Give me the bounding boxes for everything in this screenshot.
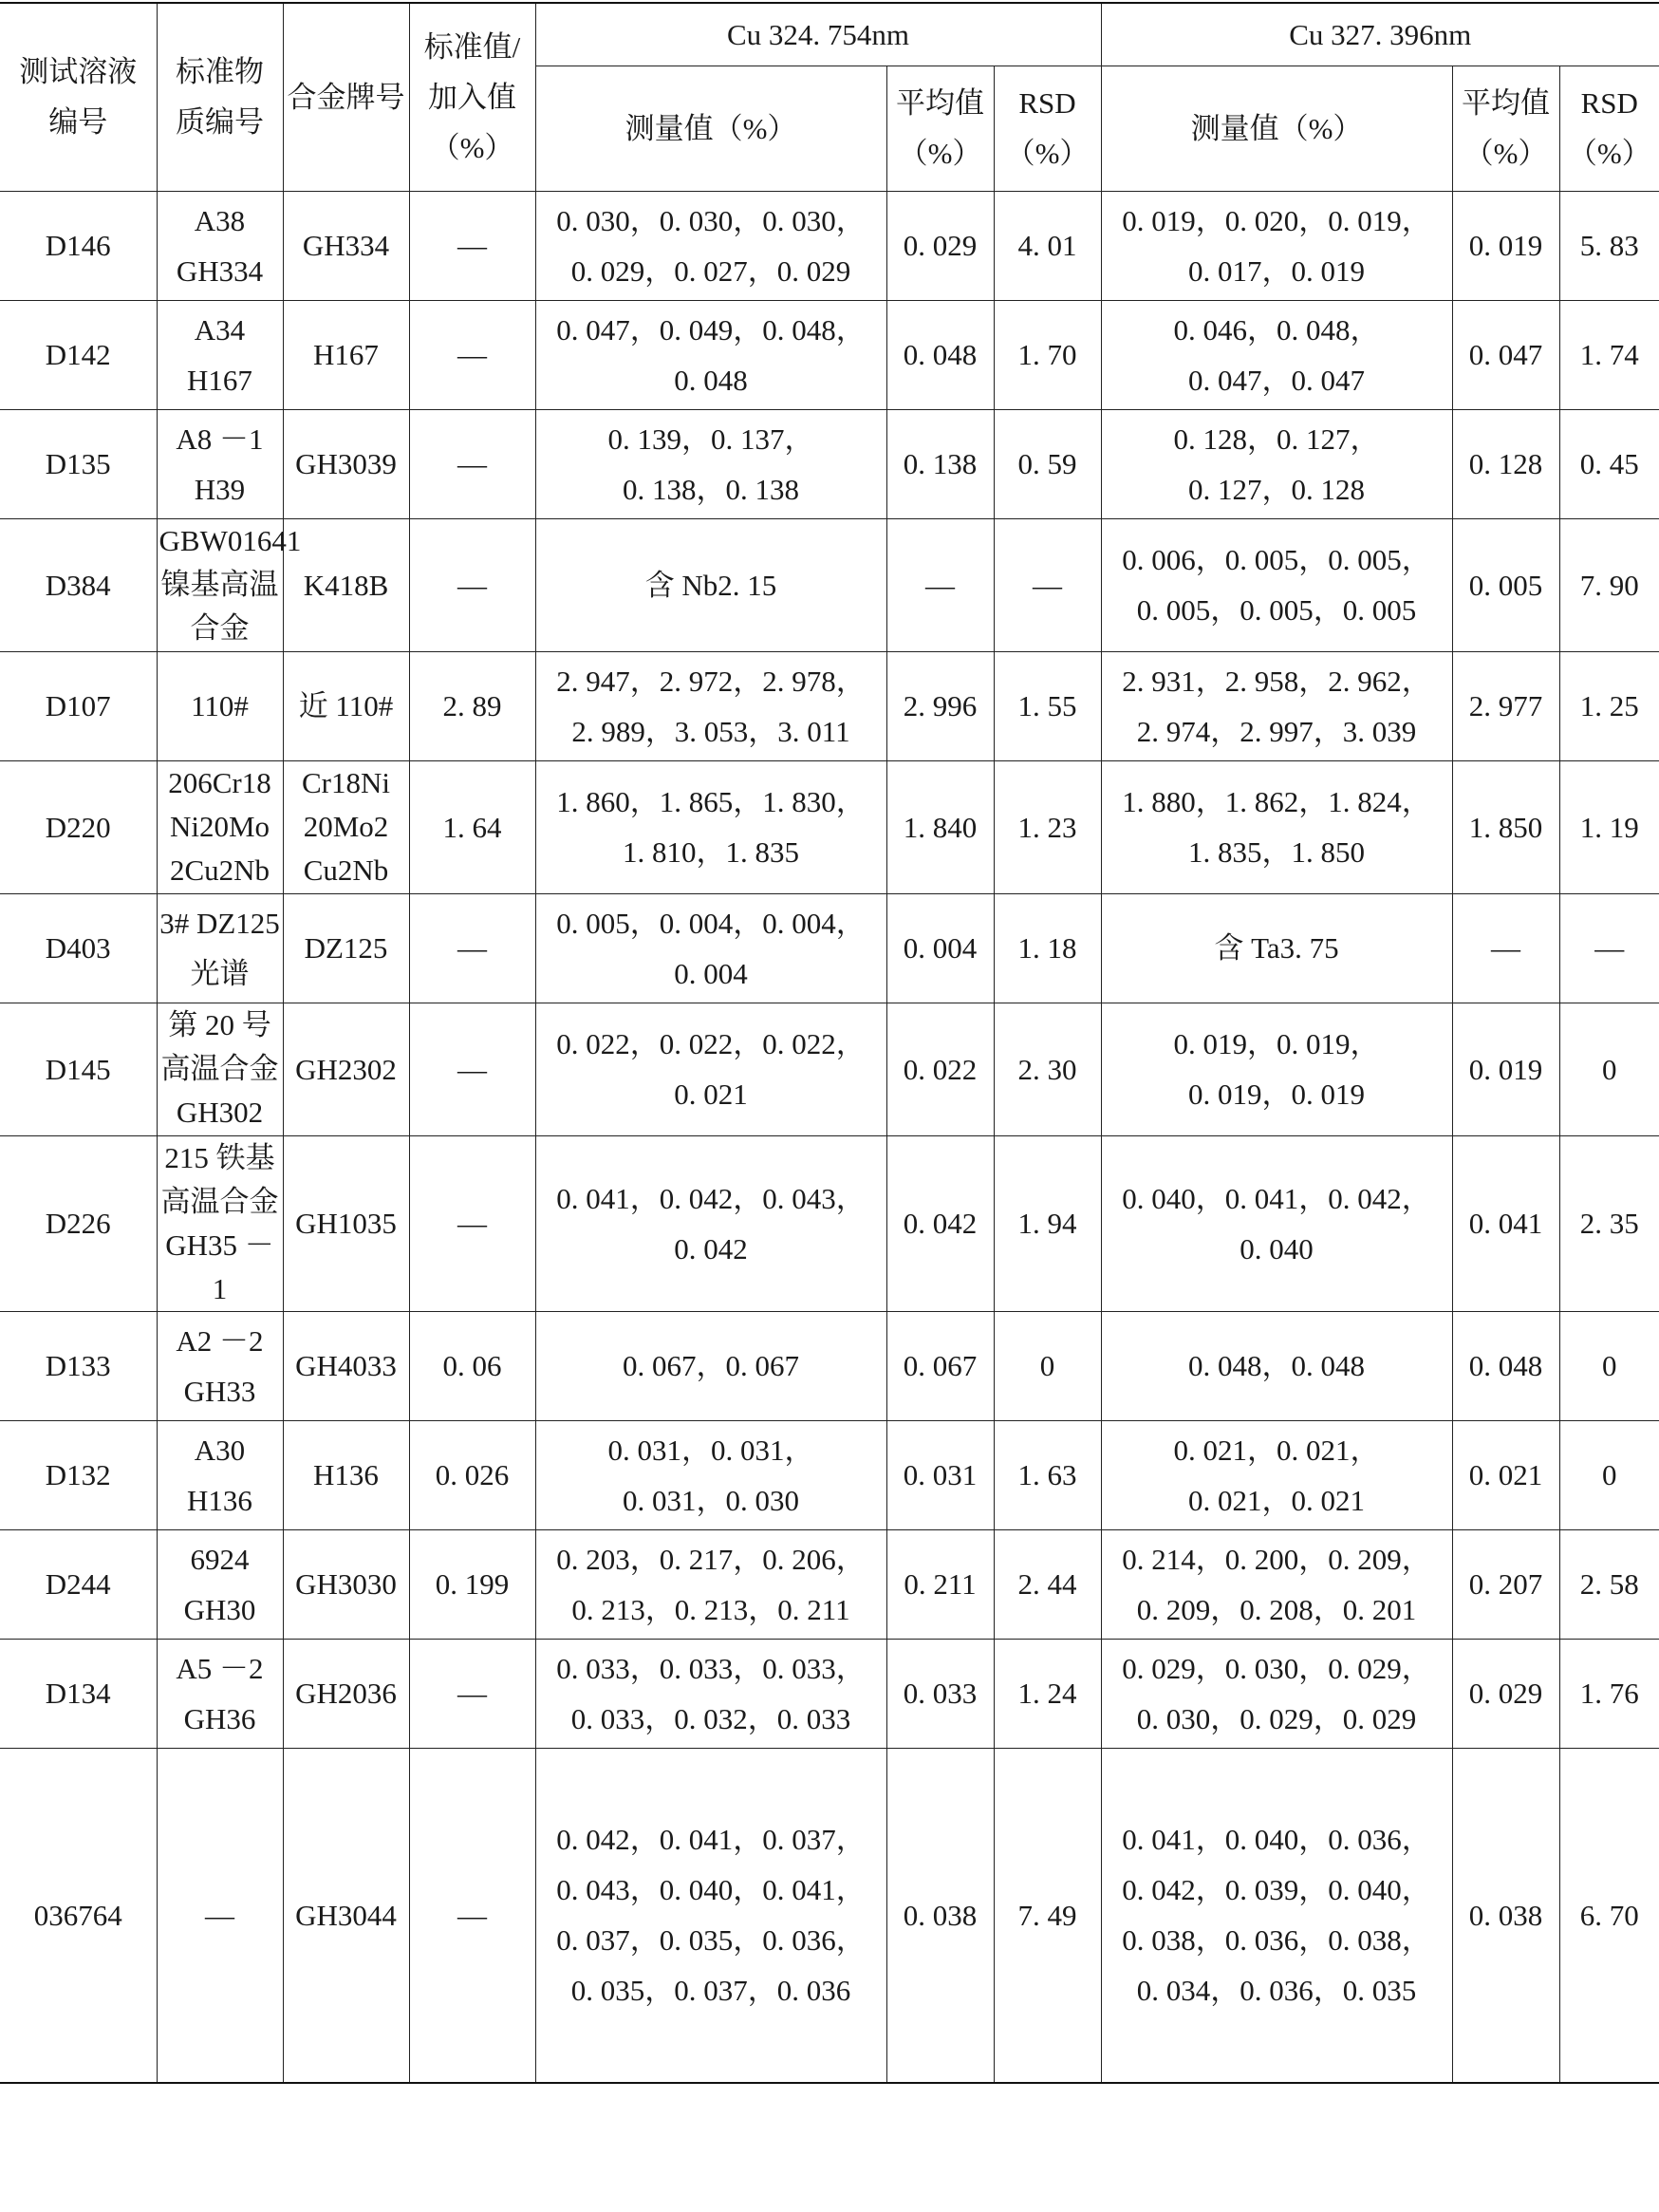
cell-average-1: 0. 029 — [886, 191, 994, 300]
table-row — [0, 1748, 1659, 2083]
cell-average-1: 0. 031 — [886, 1420, 994, 1529]
table-row — [0, 893, 1659, 1003]
header-measured-1: 测量值（%） — [535, 66, 886, 191]
cell-rsd-2: 1. 74 — [1559, 300, 1659, 409]
cell-ref: A34 H167 — [157, 300, 283, 409]
cell-average-1: 0. 033 — [886, 1639, 994, 1748]
cell-rsd-2: 6. 70 — [1559, 1748, 1659, 2083]
cell-average-2: — — [1452, 893, 1559, 1003]
cell-rsd-1: 0. 59 — [994, 409, 1101, 518]
cell-ref: A38 GH334 — [157, 191, 283, 300]
cell-rsd-1: 1. 70 — [994, 300, 1101, 409]
cell-measured-1: 0. 030，0. 030，0. 030， 0. 029，0. 027，0. 029 — [535, 191, 886, 300]
cell-rsd-2: 0 — [1559, 1003, 1659, 1135]
cell-id: D135 — [0, 409, 157, 518]
cell-measured-2: 0. 046，0. 048， 0. 047，0. 047 — [1101, 300, 1452, 409]
cell-std: — — [409, 191, 535, 300]
cell-ref: A5 －2 GH36 — [157, 1639, 283, 1748]
cell-measured-1: 1. 860，1. 865，1. 830， 1. 810，1. 835 — [535, 760, 886, 893]
cell-rsd-1: 1. 55 — [994, 651, 1101, 760]
cell-measured-2: 0. 006，0. 005，0. 005， 0. 005，0. 005，0. 005 — [1101, 518, 1452, 651]
cell-std: — — [409, 1639, 535, 1748]
cell-rsd-2: 0. 45 — [1559, 409, 1659, 518]
cell-ref: 110# — [157, 651, 283, 760]
cell-id: 036764 — [0, 1748, 157, 2083]
cell-measured-1: 含 Nb2. 15 — [535, 518, 886, 651]
cell-alloy: H167 — [283, 300, 409, 409]
cell-alloy: GH3030 — [283, 1529, 409, 1639]
cell-std: 2. 89 — [409, 651, 535, 760]
cell-measured-1: 0. 041，0. 042，0. 043， 0. 042 — [535, 1135, 886, 1311]
header-standard-added-value: 标准值/ 加入值 （%） — [409, 3, 535, 191]
cell-alloy: K418B — [283, 518, 409, 651]
cell-std: — — [409, 1135, 535, 1311]
cell-average-1: 0. 022 — [886, 1003, 994, 1135]
cell-measured-1: 2. 947，2. 972，2. 978， 2. 989，3. 053，3. 011 — [535, 651, 886, 760]
table-row — [0, 1639, 1659, 1748]
cell-rsd-2: 7. 90 — [1559, 518, 1659, 651]
cell-ref: — — [157, 1748, 283, 2083]
cell-rsd-2: 1. 76 — [1559, 1639, 1659, 1748]
header-reference-material-no: 标准物 质编号 — [157, 3, 283, 191]
cell-id: D107 — [0, 651, 157, 760]
cell-measured-2: 0. 048，0. 048 — [1101, 1311, 1452, 1420]
cell-rsd-1: 1. 63 — [994, 1420, 1101, 1529]
header-average-2: 平均值 （%） — [1452, 66, 1559, 191]
cell-measured-2: 2. 931，2. 958，2. 962， 2. 974，2. 997，3. 039 — [1101, 651, 1452, 760]
cell-average-1: 1. 840 — [886, 760, 994, 893]
cell-alloy: 近 110# — [283, 651, 409, 760]
header-row-group — [0, 3, 1659, 66]
cell-average-1: 0. 067 — [886, 1311, 994, 1420]
cell-alloy: Cr18Ni 20Mo2 Cu2Nb — [283, 760, 409, 893]
cell-average-2: 0. 019 — [1452, 191, 1559, 300]
cell-ref: A8 －1 H39 — [157, 409, 283, 518]
cell-rsd-1: — — [994, 518, 1101, 651]
cell-measured-2: 0. 019，0. 020，0. 019， 0. 017，0. 019 — [1101, 191, 1452, 300]
cell-measured-1: 0. 022，0. 022，0. 022， 0. 021 — [535, 1003, 886, 1135]
cell-std: 0. 06 — [409, 1311, 535, 1420]
cell-average-1: 0. 038 — [886, 1748, 994, 2083]
cell-average-1: 0. 004 — [886, 893, 994, 1003]
cell-measured-2: 0. 029，0. 030，0. 029， 0. 030，0. 029，0. 029 — [1101, 1639, 1452, 1748]
cell-std: 0. 026 — [409, 1420, 535, 1529]
cell-measured-1: 0. 067，0. 067 — [535, 1311, 886, 1420]
cell-measured-2: 1. 880，1. 862，1. 824， 1. 835，1. 850 — [1101, 760, 1452, 893]
cell-std: — — [409, 518, 535, 651]
cell-average-1: 0. 138 — [886, 409, 994, 518]
table-row — [0, 651, 1659, 760]
cell-average-2: 0. 029 — [1452, 1639, 1559, 1748]
cell-average-2: 0. 047 — [1452, 300, 1559, 409]
cell-rsd-2: 1. 25 — [1559, 651, 1659, 760]
cell-measured-1: 0. 042，0. 041，0. 037， 0. 043，0. 040，0. 041， 0. 037，0. 035，0. 036， 0. 035，0. 037，0. 036 — [535, 1748, 886, 2083]
header-alloy-grade: 合金牌号 — [283, 3, 409, 191]
cell-rsd-1: 7. 49 — [994, 1748, 1101, 2083]
cell-rsd-1: 1. 18 — [994, 893, 1101, 1003]
cell-id: D146 — [0, 191, 157, 300]
cell-average-1: 0. 042 — [886, 1135, 994, 1311]
cell-std: — — [409, 300, 535, 409]
cell-average-2: 0. 019 — [1452, 1003, 1559, 1135]
cell-rsd-1: 2. 44 — [994, 1529, 1101, 1639]
cell-id: D384 — [0, 518, 157, 651]
cell-measured-2: 0. 021，0. 021， 0. 021，0. 021 — [1101, 1420, 1452, 1529]
cell-average-1: 0. 048 — [886, 300, 994, 409]
cell-average-1: 2. 996 — [886, 651, 994, 760]
cell-id: D244 — [0, 1529, 157, 1639]
table-row — [0, 1311, 1659, 1420]
cell-ref: 3# DZ125 光谱 — [157, 893, 283, 1003]
cell-alloy: DZ125 — [283, 893, 409, 1003]
cell-average-2: 2. 977 — [1452, 651, 1559, 760]
cell-alloy: GH334 — [283, 191, 409, 300]
cell-id: D226 — [0, 1135, 157, 1311]
cell-ref: 215 铁基 高温合金 GH35 －1 — [157, 1135, 283, 1311]
cell-ref: 6924 GH30 — [157, 1529, 283, 1639]
cell-average-2: 0. 207 — [1452, 1529, 1559, 1639]
cell-average-1: — — [886, 518, 994, 651]
cell-std: — — [409, 409, 535, 518]
cell-rsd-1: 0 — [994, 1311, 1101, 1420]
cell-id: D142 — [0, 300, 157, 409]
table-row — [0, 760, 1659, 893]
cell-std: — — [409, 1003, 535, 1135]
header-cu-324: Cu 324. 754nm — [535, 3, 1101, 66]
cell-rsd-2: 5. 83 — [1559, 191, 1659, 300]
cell-average-2: 0. 048 — [1452, 1311, 1559, 1420]
cell-std: 0. 199 — [409, 1529, 535, 1639]
header-rsd-1: RSD （%） — [994, 66, 1101, 191]
table-row — [0, 1135, 1659, 1311]
cell-std: 1. 64 — [409, 760, 535, 893]
cell-id: D403 — [0, 893, 157, 1003]
header-average-1: 平均值 （%） — [886, 66, 994, 191]
data-table — [0, 2, 1659, 2084]
cell-rsd-2: 0 — [1559, 1420, 1659, 1529]
table-row — [0, 409, 1659, 518]
cell-id: D133 — [0, 1311, 157, 1420]
cell-alloy: GH2302 — [283, 1003, 409, 1135]
cell-average-2: 0. 021 — [1452, 1420, 1559, 1529]
cell-alloy: GH4033 — [283, 1311, 409, 1420]
cell-ref: 206Cr18 Ni20Mo 2Cu2Nb — [157, 760, 283, 893]
cell-rsd-2: 0 — [1559, 1311, 1659, 1420]
cell-id: D134 — [0, 1639, 157, 1748]
cell-rsd-2: 2. 58 — [1559, 1529, 1659, 1639]
cell-ref: 第 20 号 高温合金 GH302 — [157, 1003, 283, 1135]
cell-measured-1: 0. 033，0. 033，0. 033， 0. 033，0. 032，0. 033 — [535, 1639, 886, 1748]
table-row — [0, 1003, 1659, 1135]
header-measured-2: 测量值（%） — [1101, 66, 1452, 191]
cell-ref: A2 －2 GH33 — [157, 1311, 283, 1420]
cell-measured-2: 0. 041，0. 040，0. 036， 0. 042，0. 039，0. 040， 0. 038，0. 036，0. 038， 0. 034，0. 036，0. 035 — [1101, 1748, 1452, 2083]
cell-measured-1: 0. 139，0. 137， 0. 138，0. 138 — [535, 409, 886, 518]
cell-measured-2: 含 Ta3. 75 — [1101, 893, 1452, 1003]
header-rsd-2: RSD （%） — [1559, 66, 1659, 191]
cell-alloy: GH2036 — [283, 1639, 409, 1748]
header-test-solution-no: 测试溶液 编号 — [0, 3, 157, 191]
cell-id: D132 — [0, 1420, 157, 1529]
cell-rsd-2: 2. 35 — [1559, 1135, 1659, 1311]
cell-id: D220 — [0, 760, 157, 893]
cell-std: — — [409, 1748, 535, 2083]
cell-std: — — [409, 893, 535, 1003]
table-row — [0, 300, 1659, 409]
cell-measured-2: 0. 040，0. 041，0. 042， 0. 040 — [1101, 1135, 1452, 1311]
cell-measured-2: 0. 019，0. 019， 0. 019，0. 019 — [1101, 1003, 1452, 1135]
cell-measured-2: 0. 128，0. 127， 0. 127，0. 128 — [1101, 409, 1452, 518]
cell-alloy: GH1035 — [283, 1135, 409, 1311]
table-row — [0, 1529, 1659, 1639]
cell-average-2: 0. 041 — [1452, 1135, 1559, 1311]
cell-alloy: H136 — [283, 1420, 409, 1529]
cell-average-2: 0. 038 — [1452, 1748, 1559, 2083]
cell-alloy: GH3044 — [283, 1748, 409, 2083]
cell-measured-1: 0. 005，0. 004，0. 004， 0. 004 — [535, 893, 886, 1003]
cell-ref: A30 H136 — [157, 1420, 283, 1529]
cell-measured-1: 0. 031，0. 031， 0. 031，0. 030 — [535, 1420, 886, 1529]
cell-measured-1: 0. 203，0. 217，0. 206， 0. 213，0. 213，0. 211 — [535, 1529, 886, 1639]
cell-average-2: 1. 850 — [1452, 760, 1559, 893]
cell-average-2: 0. 005 — [1452, 518, 1559, 651]
cell-measured-2: 0. 214，0. 200，0. 209， 0. 209，0. 208，0. 201 — [1101, 1529, 1452, 1639]
cell-average-1: 0. 211 — [886, 1529, 994, 1639]
cell-id: D145 — [0, 1003, 157, 1135]
cell-rsd-1: 4. 01 — [994, 191, 1101, 300]
cell-rsd-2: 1. 19 — [1559, 760, 1659, 893]
table-row — [0, 1420, 1659, 1529]
cell-ref: GBW01641 镍基高温 合金 — [157, 518, 283, 651]
cell-rsd-1: 2. 30 — [994, 1003, 1101, 1135]
table-row — [0, 518, 1659, 651]
cell-rsd-1: 1. 23 — [994, 760, 1101, 893]
cell-measured-1: 0. 047，0. 049，0. 048， 0. 048 — [535, 300, 886, 409]
table-row — [0, 191, 1659, 300]
cell-rsd-1: 1. 94 — [994, 1135, 1101, 1311]
cell-rsd-2: — — [1559, 893, 1659, 1003]
cell-alloy: GH3039 — [283, 409, 409, 518]
cell-rsd-1: 1. 24 — [994, 1639, 1101, 1748]
cell-average-2: 0. 128 — [1452, 409, 1559, 518]
header-cu-327: Cu 327. 396nm — [1101, 3, 1659, 66]
